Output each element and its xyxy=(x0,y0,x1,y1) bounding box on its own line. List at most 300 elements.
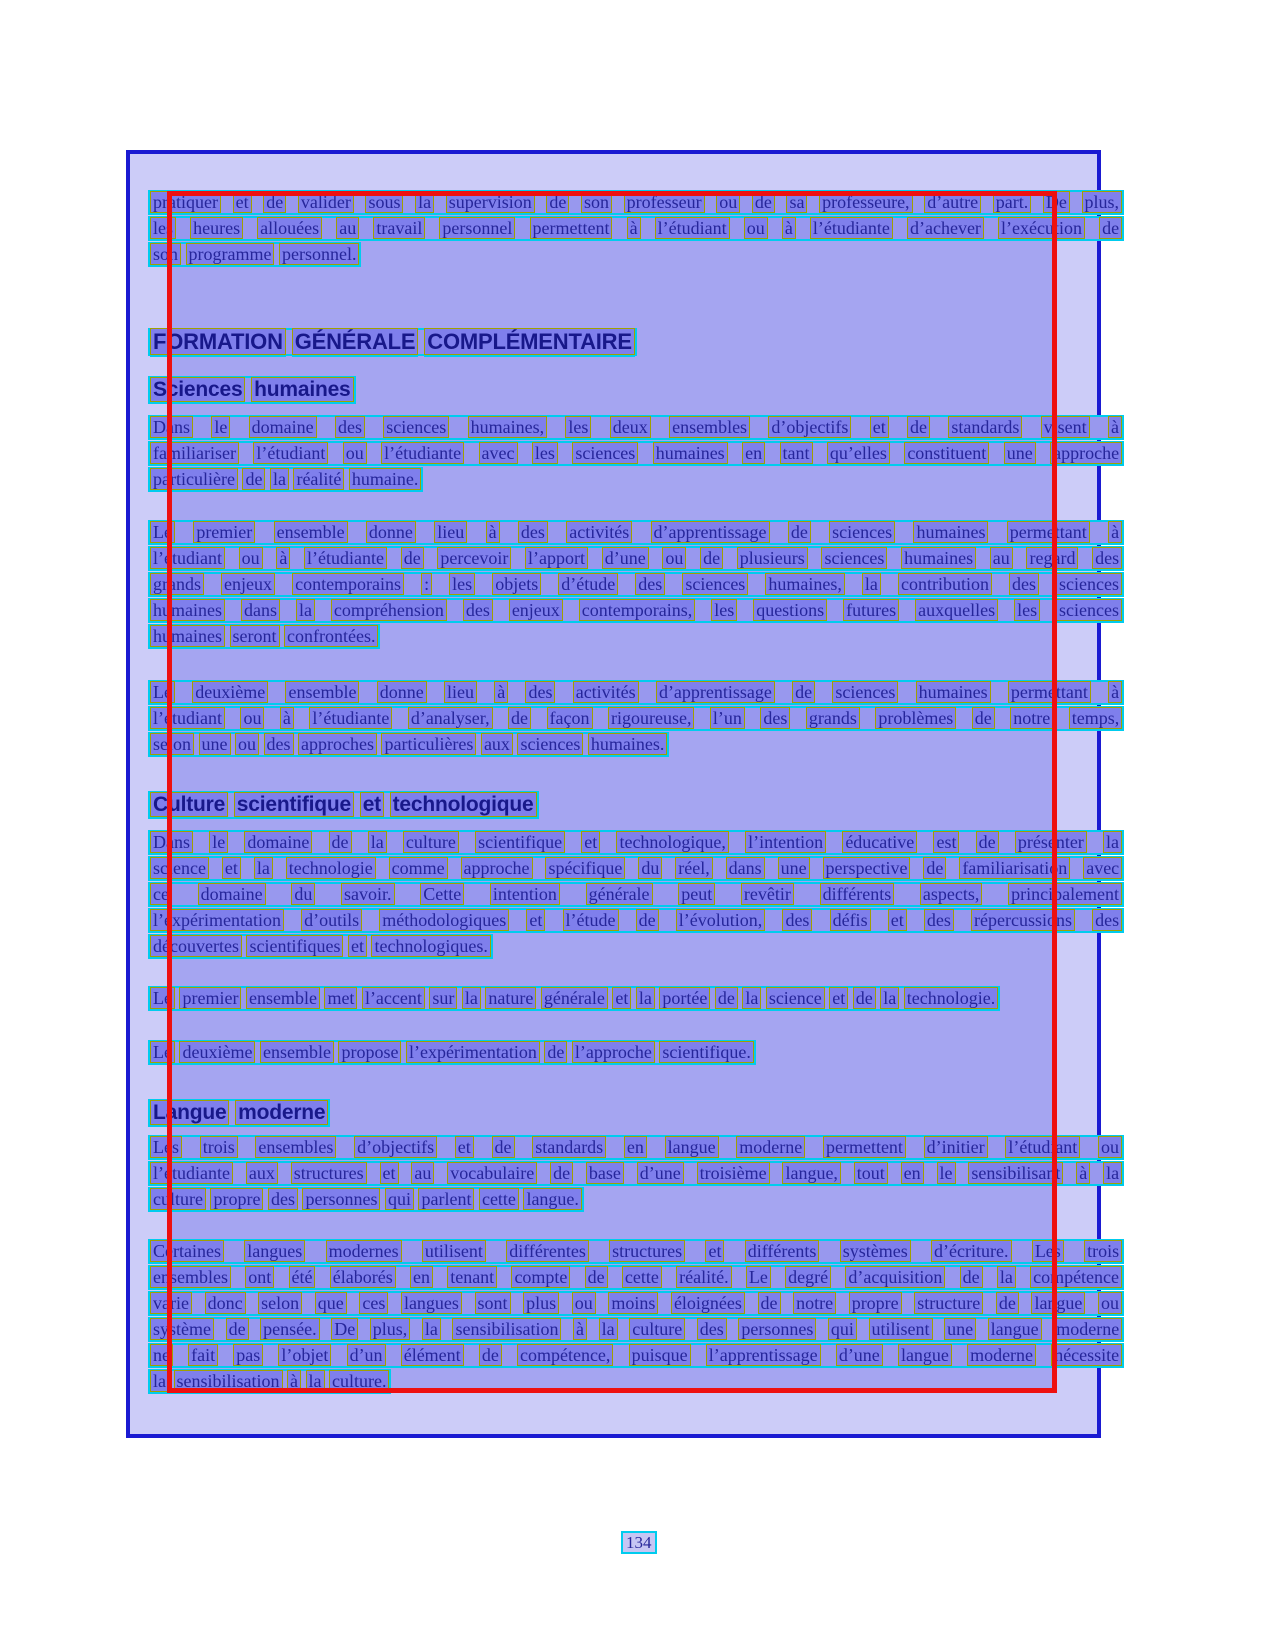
text-line-box xyxy=(150,910,1122,931)
word-box: technologiques. xyxy=(371,935,490,957)
paragraph-block xyxy=(150,1137,1122,1215)
word-box: une xyxy=(199,733,231,755)
word-box: varie xyxy=(150,1292,192,1314)
word-box: ne xyxy=(150,1344,173,1366)
paragraph-block xyxy=(150,1241,1122,1397)
word-box: son xyxy=(581,191,612,213)
word-box: premier xyxy=(193,521,255,543)
word-box: ce xyxy=(150,883,172,905)
page-number-box xyxy=(621,1531,657,1554)
word-box: une xyxy=(1004,442,1036,464)
word-box: de xyxy=(788,521,811,543)
paragraph-block xyxy=(150,988,1122,1014)
word-box: l’étudiant xyxy=(150,707,225,729)
word-box: la xyxy=(742,987,761,1009)
word-box: la xyxy=(296,599,315,621)
word-box: ces xyxy=(359,1292,388,1314)
word-box: les xyxy=(565,416,591,438)
word-box: pensée. xyxy=(260,1318,319,1340)
word-box: sciences xyxy=(829,521,895,543)
word-box: la xyxy=(150,1370,169,1392)
word-box: valider xyxy=(298,191,354,213)
word-box: sciences xyxy=(682,573,748,595)
word-box: la xyxy=(306,1370,325,1392)
word-box: de xyxy=(508,707,531,729)
word-box: personnel. xyxy=(279,243,359,265)
word-box: compétence xyxy=(1030,1266,1122,1288)
word-box: intention xyxy=(490,883,560,905)
word-box: l’objet xyxy=(278,1344,331,1366)
word-box: culture. xyxy=(329,1370,389,1392)
word-box: la xyxy=(880,987,899,1009)
text-line-box xyxy=(150,192,1122,213)
word-box: le xyxy=(209,831,228,853)
word-box: culture xyxy=(150,1188,206,1210)
word-box: sous xyxy=(365,191,403,213)
word-box: Culture xyxy=(150,792,228,817)
word-box: perspective xyxy=(823,857,911,879)
word-box: des xyxy=(782,909,812,931)
word-box: selon xyxy=(150,733,194,755)
word-box: des xyxy=(264,733,294,755)
word-box: l’étudiant xyxy=(655,217,730,239)
word-box: des xyxy=(760,707,790,729)
word-box: de xyxy=(550,1162,573,1184)
text-line-box xyxy=(150,548,1122,569)
word-box: standards xyxy=(532,1136,606,1158)
paragraph-block xyxy=(150,417,1122,495)
word-box: à xyxy=(276,547,290,569)
word-box: le xyxy=(211,416,230,438)
word-box: scientifiques xyxy=(246,935,343,957)
word-box: Le xyxy=(150,1041,175,1063)
word-box: sensibilisant xyxy=(968,1162,1063,1184)
word-box: particulière xyxy=(150,468,238,490)
word-box: temps, xyxy=(1069,707,1123,729)
word-box: ou xyxy=(239,547,263,569)
word-box: contribution xyxy=(898,573,992,595)
word-box: défis xyxy=(830,909,871,931)
word-box: moderne xyxy=(736,1136,805,1158)
word-box: culture xyxy=(403,831,459,853)
word-box: ou xyxy=(662,547,686,569)
word-box: d’achever xyxy=(907,217,984,239)
word-box: des xyxy=(268,1188,298,1210)
word-box: spécifique xyxy=(545,857,625,879)
word-box: la xyxy=(270,468,289,490)
text-line-box xyxy=(150,1241,1122,1262)
word-box: à xyxy=(494,681,508,703)
word-box: problèmes xyxy=(875,707,956,729)
word-box: supervision xyxy=(446,191,535,213)
word-box: degré xyxy=(785,1266,831,1288)
word-box: ou xyxy=(572,1292,596,1314)
word-box: ensemble xyxy=(246,987,320,1009)
word-box: sciences xyxy=(383,416,449,438)
word-box: moderne xyxy=(235,1100,328,1125)
word-box: ensemble xyxy=(285,681,359,703)
word-box: notre xyxy=(1010,707,1053,729)
word-box: percevoir xyxy=(437,547,511,569)
word-box: moderne xyxy=(1053,1318,1122,1340)
word-box: permettant xyxy=(1007,521,1090,543)
word-box: de xyxy=(492,1136,515,1158)
word-box: la xyxy=(599,1318,618,1340)
word-box: sa xyxy=(786,191,807,213)
word-box: constituent xyxy=(904,442,989,464)
word-box: approche xyxy=(461,857,533,879)
word-box: de xyxy=(544,1041,567,1063)
word-box: nature xyxy=(485,987,536,1009)
word-box: est xyxy=(933,831,959,853)
word-box: des xyxy=(635,573,665,595)
word-box: pas xyxy=(233,1344,263,1366)
text-line-box xyxy=(150,600,1122,621)
word-box: de xyxy=(585,1266,608,1288)
word-box: des xyxy=(463,599,493,621)
word-box: ensembles xyxy=(255,1136,336,1158)
word-box: qui xyxy=(828,1318,857,1340)
word-box: sensibilisation xyxy=(174,1370,283,1392)
word-box: trois xyxy=(200,1136,238,1158)
word-box: Le xyxy=(150,987,175,1009)
word-box: De xyxy=(1043,191,1070,213)
word-box: découvertes xyxy=(150,935,242,957)
word-box: Certaines xyxy=(150,1240,224,1262)
word-box: plusieurs xyxy=(737,547,808,569)
word-box: de xyxy=(226,1318,249,1340)
word-box: et xyxy=(612,987,631,1009)
word-box: travail xyxy=(373,217,425,239)
word-box: élaborés xyxy=(330,1266,396,1288)
word-box: générale xyxy=(541,987,608,1009)
word-box: professeure, xyxy=(819,191,912,213)
word-box: de xyxy=(758,1292,781,1314)
text-line-box xyxy=(150,218,1122,239)
word-box: langue xyxy=(898,1344,952,1366)
word-box: réalité xyxy=(293,468,344,490)
word-box: standards xyxy=(948,416,1022,438)
word-box: sciences xyxy=(517,733,583,755)
word-box: à xyxy=(486,521,500,543)
word-box: de xyxy=(907,416,930,438)
word-box: d’objectifs xyxy=(354,1136,437,1158)
word-box: qu’elles xyxy=(827,442,890,464)
word-box: la xyxy=(462,987,481,1009)
word-box: structure xyxy=(914,1292,983,1314)
word-box: au xyxy=(411,1162,434,1184)
word-box: de xyxy=(853,987,876,1009)
paragraph-block xyxy=(150,522,1122,652)
word-box: Les xyxy=(150,1136,182,1158)
word-box: technologie. xyxy=(904,987,998,1009)
word-box: l’apport xyxy=(525,547,588,569)
word-box: de xyxy=(546,191,569,213)
word-box: Le xyxy=(150,681,175,703)
word-box: culture xyxy=(629,1318,685,1340)
word-box: moderne xyxy=(967,1344,1036,1366)
word-box: domaine xyxy=(198,883,266,905)
word-box: puisque xyxy=(629,1344,691,1366)
word-box: l’étudiant xyxy=(253,442,328,464)
heading-block xyxy=(150,330,1122,359)
word-box: Le xyxy=(746,1266,771,1288)
word-box: la xyxy=(862,573,881,595)
word-box: portée xyxy=(659,987,710,1009)
text-line-box xyxy=(150,1137,1122,1158)
word-box: lieu xyxy=(434,521,467,543)
word-box: et xyxy=(348,935,367,957)
word-box: notre xyxy=(793,1292,836,1314)
word-box: ont xyxy=(245,1266,274,1288)
word-box: des xyxy=(525,681,555,703)
text-line-box xyxy=(150,734,667,755)
word-box: Cette xyxy=(420,883,464,905)
word-box: donc xyxy=(205,1292,246,1314)
word-box: seront xyxy=(230,625,280,647)
word-box: allouées xyxy=(257,217,322,239)
word-box: l’évolution, xyxy=(676,909,766,931)
word-box: programme xyxy=(186,243,275,265)
word-box: humaines xyxy=(653,442,728,464)
text-line-box xyxy=(150,988,998,1009)
paragraph-block xyxy=(150,1042,1122,1068)
word-box: réalité. xyxy=(676,1266,731,1288)
word-box: dans xyxy=(241,599,280,621)
word-box: et xyxy=(888,909,907,931)
word-box: langue xyxy=(1031,1292,1085,1314)
word-box: sciences xyxy=(1056,599,1122,621)
word-box: regard xyxy=(1026,547,1078,569)
word-box: domaine xyxy=(244,831,312,853)
word-box: domaine xyxy=(249,416,317,438)
word-box: la xyxy=(997,1266,1016,1288)
word-box: ensemble xyxy=(274,521,348,543)
word-box: ou xyxy=(1098,1292,1122,1314)
word-box: en xyxy=(901,1162,924,1184)
word-box: la xyxy=(1103,831,1122,853)
word-box: d’apprentissage xyxy=(651,521,770,543)
word-box: moins xyxy=(608,1292,658,1314)
word-box: l’accent xyxy=(362,987,425,1009)
text-line-box xyxy=(150,936,491,957)
word-box: l’expérimentation xyxy=(406,1041,540,1063)
word-box: deuxième xyxy=(179,1041,255,1063)
word-box: et xyxy=(526,909,545,931)
word-box: des xyxy=(924,909,954,931)
word-box: systèmes xyxy=(840,1240,911,1262)
word-box: qui xyxy=(385,1188,414,1210)
word-box: ou xyxy=(343,442,367,464)
word-box: et xyxy=(829,987,848,1009)
word-box: l’étudiante xyxy=(150,1162,233,1184)
word-box: d’autre xyxy=(924,191,981,213)
word-box: l’apprentissage xyxy=(706,1344,821,1366)
word-box: et xyxy=(870,416,889,438)
word-box: aspects, xyxy=(920,883,982,905)
text-line-box xyxy=(150,1371,389,1392)
word-box: personnes xyxy=(738,1318,816,1340)
word-box: d’analyser, xyxy=(408,707,493,729)
text-line-box xyxy=(150,1293,1122,1314)
word-box: de xyxy=(479,1344,502,1366)
word-box: de xyxy=(752,191,775,213)
word-box: heures xyxy=(190,217,243,239)
word-box: propose xyxy=(338,1041,401,1063)
word-box: l’étude xyxy=(563,909,619,931)
text-line-box xyxy=(150,1189,582,1210)
word-box: et xyxy=(222,857,241,879)
word-box: du xyxy=(638,857,662,879)
word-box: tenant xyxy=(447,1266,497,1288)
word-box: Les xyxy=(1032,1240,1064,1262)
word-box: de xyxy=(263,191,286,213)
heading-block xyxy=(150,793,1122,822)
word-box: à xyxy=(280,707,294,729)
word-box: cette xyxy=(622,1266,662,1288)
word-box: scientifique xyxy=(234,792,354,817)
word-box: COMPLÉMENTAIRE xyxy=(424,328,635,355)
text-line-box xyxy=(150,443,1122,464)
word-box: l’étudiante xyxy=(309,707,392,729)
word-box: à xyxy=(1108,416,1122,438)
word-box: de xyxy=(700,547,723,569)
word-box: des xyxy=(1092,547,1122,569)
page-number: 134 xyxy=(626,1533,652,1552)
word-box: de xyxy=(242,468,265,490)
text-line-box xyxy=(150,1267,1122,1288)
word-box: personnes xyxy=(302,1188,380,1210)
word-box: compréhension xyxy=(331,599,447,621)
word-box: technologie xyxy=(286,857,376,879)
text-line-box xyxy=(150,858,1122,879)
text-line-box xyxy=(150,626,378,647)
word-box: ou xyxy=(1098,1136,1122,1158)
word-box: sur xyxy=(429,987,457,1009)
word-box: grands xyxy=(150,573,204,595)
word-box: compétence, xyxy=(517,1344,613,1366)
word-box: les xyxy=(1014,599,1040,621)
word-box: plus xyxy=(523,1292,559,1314)
text-line-box xyxy=(150,1042,754,1063)
text-line-box xyxy=(150,244,359,265)
word-box: Dans xyxy=(150,831,193,853)
word-box: nécessite xyxy=(1051,1344,1122,1366)
word-box: approches xyxy=(298,733,377,755)
text-line-box xyxy=(150,417,1122,438)
word-box: et xyxy=(705,1240,724,1262)
word-box: de xyxy=(636,909,659,931)
word-box: activités xyxy=(566,521,632,543)
word-box: donne xyxy=(366,521,416,543)
word-box: science xyxy=(150,857,209,879)
text-line-box xyxy=(150,832,1122,853)
word-box: aux xyxy=(481,733,513,755)
word-box: Dans xyxy=(150,416,193,438)
word-box: d’outils xyxy=(301,909,362,931)
word-box: ou xyxy=(235,733,259,755)
word-box: cette xyxy=(479,1188,519,1210)
word-box: deux xyxy=(610,416,651,438)
word-box: élément xyxy=(401,1344,464,1366)
word-box: de xyxy=(792,681,815,703)
word-box: humaines xyxy=(150,599,225,621)
word-box: rigoureuse, xyxy=(608,707,694,729)
word-box: la xyxy=(415,191,434,213)
word-box: des xyxy=(697,1318,727,1340)
word-box: permettant xyxy=(1008,681,1091,703)
word-box: langue, xyxy=(782,1162,840,1184)
word-box: humaines, xyxy=(468,416,548,438)
word-box: de xyxy=(996,1292,1019,1314)
heading-block xyxy=(150,378,1122,407)
word-box: familiarisation xyxy=(959,857,1070,879)
word-box: présenter xyxy=(1015,831,1087,853)
word-box: les xyxy=(711,599,737,621)
word-box: de xyxy=(972,707,995,729)
word-box: d’objectifs xyxy=(768,416,851,438)
word-box: de xyxy=(976,831,999,853)
word-box: méthodologiques xyxy=(379,909,509,931)
word-box: d’acquisition xyxy=(845,1266,945,1288)
word-box: l’étudiante xyxy=(304,547,387,569)
word-box: à xyxy=(1108,681,1122,703)
word-box: et xyxy=(581,831,600,853)
word-box: plus, xyxy=(1082,191,1123,213)
word-box: l’approche xyxy=(572,1041,655,1063)
word-box: et xyxy=(455,1136,474,1158)
word-box: peut xyxy=(678,883,715,905)
word-box: le xyxy=(937,1162,956,1184)
word-box: met xyxy=(324,987,357,1009)
word-box: permettent xyxy=(823,1136,906,1158)
word-box: des xyxy=(1092,909,1122,931)
word-box: en xyxy=(742,442,765,464)
word-box: au xyxy=(990,547,1013,569)
word-box: sciences xyxy=(572,442,638,464)
word-box: humaines xyxy=(913,521,988,543)
word-box: de xyxy=(923,857,946,879)
word-box: langues xyxy=(401,1292,462,1314)
word-box: d’apprentissage xyxy=(656,681,775,703)
word-box: à xyxy=(627,217,641,239)
word-box: différents xyxy=(820,883,895,905)
word-box: l’étudiante xyxy=(381,442,464,464)
word-box: modernes xyxy=(326,1240,402,1262)
word-box: science xyxy=(766,987,825,1009)
word-box: et xyxy=(380,1162,399,1184)
word-box: d’initier xyxy=(924,1136,988,1158)
word-box: personnel xyxy=(439,217,515,239)
word-box: premier xyxy=(179,987,241,1009)
word-box: l’étudiant xyxy=(1005,1136,1080,1158)
word-box: troisième xyxy=(697,1162,770,1184)
word-box: : xyxy=(421,573,432,595)
word-box: à xyxy=(782,217,796,239)
word-box: avec xyxy=(479,442,518,464)
word-box: en xyxy=(624,1136,647,1158)
heading-block xyxy=(150,1101,1122,1130)
text-line-box xyxy=(150,330,635,354)
word-box: technologique, xyxy=(616,831,728,853)
paragraph-block xyxy=(150,682,1122,760)
word-box: d’une xyxy=(602,547,649,569)
word-box: à xyxy=(573,1318,587,1340)
word-box: de xyxy=(401,547,424,569)
word-box: sciences xyxy=(821,547,887,569)
word-box: auxquelles xyxy=(915,599,998,621)
word-box: propre xyxy=(849,1292,902,1314)
